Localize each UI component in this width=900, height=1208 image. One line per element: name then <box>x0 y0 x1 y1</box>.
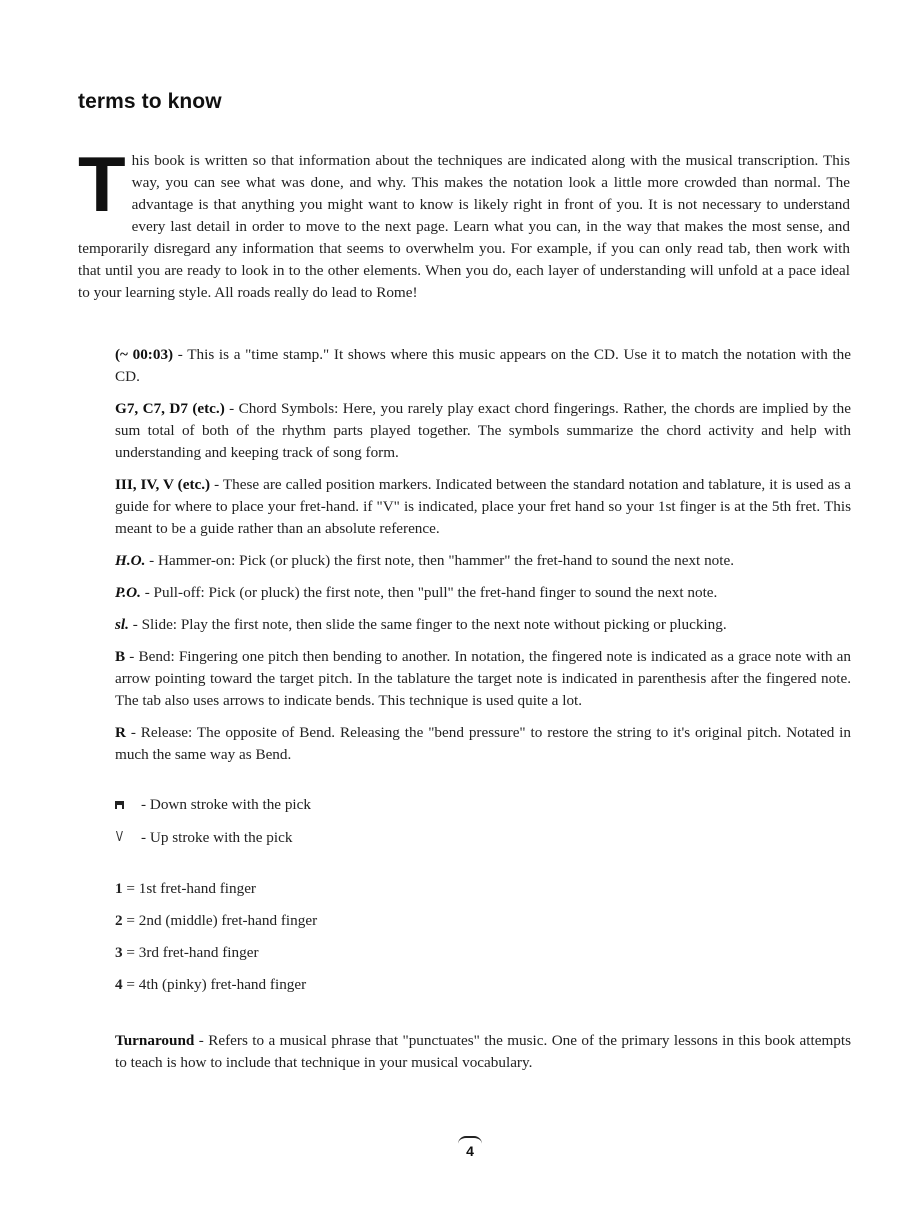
term-description: - Chord Symbols: Here, you rarely play exact chord fingerings. Rather, the chords are implied by the sum total of both of the rhythm parts played together. The symbols summarize the chord activity and help with understanding and keeping track of song form. <box>115 400 852 461</box>
finger-number: 1 <box>115 880 123 897</box>
term-label: H.O. <box>115 552 146 569</box>
finger-description: = 2nd (middle) fret-hand finger <box>122 912 318 929</box>
term-release <box>115 722 851 766</box>
term-description: - Release: The opposite of Bend. Releasing the "bend pressure" to restore the string to it's original pitch. Notated in much the same way as Bend. <box>115 724 851 763</box>
finger-1 <box>115 878 851 900</box>
finger-description: = 1st fret-hand finger <box>122 880 256 897</box>
finger-number: 3 <box>115 944 123 961</box>
intro-paragraph <box>78 140 850 304</box>
term-description: - Pull-off: Pick (or pluck) the first note, then "pull" the fret-hand finger to sound the next note. <box>140 584 718 601</box>
finger-2 <box>115 910 851 932</box>
term-label: Turnaround <box>115 1032 195 1049</box>
term-label: P.O. <box>115 584 141 601</box>
finger-description: = 3rd fret-hand finger <box>122 944 259 961</box>
term-label: (~ 00:03) <box>115 346 174 363</box>
term-pull-off <box>115 582 851 604</box>
down-stroke-icon <box>115 801 124 809</box>
term-description: - This is a "time stamp." It shows where this music appears on the CD. Use it to match the notation with the CD. <box>115 346 852 385</box>
finger-number: 4 <box>115 976 123 993</box>
term-label: B <box>115 648 126 665</box>
up-stroke-row <box>115 827 851 849</box>
term-chord-symbols <box>115 398 851 464</box>
term-description: - Refers to a musical phrase that "punctuates" the music. One of the primary lessons in this book attempts to teach is how to include that technique in your musical vocabulary. <box>115 1032 851 1071</box>
term-label: G7, C7, D7 (etc.) <box>115 400 225 417</box>
term-label: sl. <box>115 616 129 633</box>
term-label: III, IV, V (etc.) <box>115 476 211 493</box>
term-turnaround <box>115 1030 851 1074</box>
finger-number: 2 <box>115 912 123 929</box>
term-description: - Slide: Play the first note, then slide the same finger to the next note without picking or plucking. <box>128 616 727 633</box>
term-bend <box>115 646 851 712</box>
term-description: - Bend: Fingering one pitch then bending to another. In notation, the fingered note is indicated as a grace note with an arrow pointing toward the target pitch. In the tablature the target note is indicated in parenthesis after the fingered note. The tab also uses arrows to indicate bends. This technique is used quite a lot. <box>115 648 851 709</box>
term-position-markers <box>115 474 851 540</box>
finger-3 <box>115 942 851 964</box>
down-stroke-row <box>115 794 851 816</box>
terms-list <box>115 344 851 1084</box>
term-description: - Hammer-on: Pick (or pluck) the first note, then "hammer" the fret-hand to sound the next note. <box>145 552 735 569</box>
down-stroke-label: - Down stroke with the pick <box>141 796 311 813</box>
term-hammer-on <box>115 550 851 572</box>
drop-cap: T <box>78 140 126 228</box>
page-heading: terms to know <box>78 90 222 113</box>
term-label: R <box>115 724 126 741</box>
page-number: 4 <box>466 1143 474 1159</box>
term-description: - These are called position markers. Indicated between the standard notation and tablature, it is used as a guide for where to place your fret-hand. if "V" is indicated, place your fret hand so your 1st finger is at the 5th fret. This meant to be a guide rather than an absolute reference. <box>115 476 851 537</box>
page-footer <box>440 1136 500 1159</box>
up-stroke-label: - Up stroke with the pick <box>141 829 293 846</box>
finger-4 <box>115 974 851 996</box>
intro-text: his book is written so that information about the techniques are indicated along with the musical transcription. This way, you can see what was done, and why. This makes the notation look a little more crowded than normal. The advantage is that anything you might want to know is likely right in front of you. It is not necessary to understand every last detail in order to move to the next page. Learn what you can, in the way that makes the most sense, and temporarily disregard any information that seems to overwhelm you. For example, if you can only read tab, then work with that until you are ready to look in to the other elements. When you do, each layer of understanding will unfold at a pace ideal to your learning style. All roads really do lead to Rome! <box>78 152 850 301</box>
term-slide <box>115 614 851 636</box>
term-time-stamp <box>115 344 851 388</box>
up-stroke-icon: V <box>115 830 124 845</box>
finger-description: = 4th (pinky) fret-hand finger <box>122 976 307 993</box>
